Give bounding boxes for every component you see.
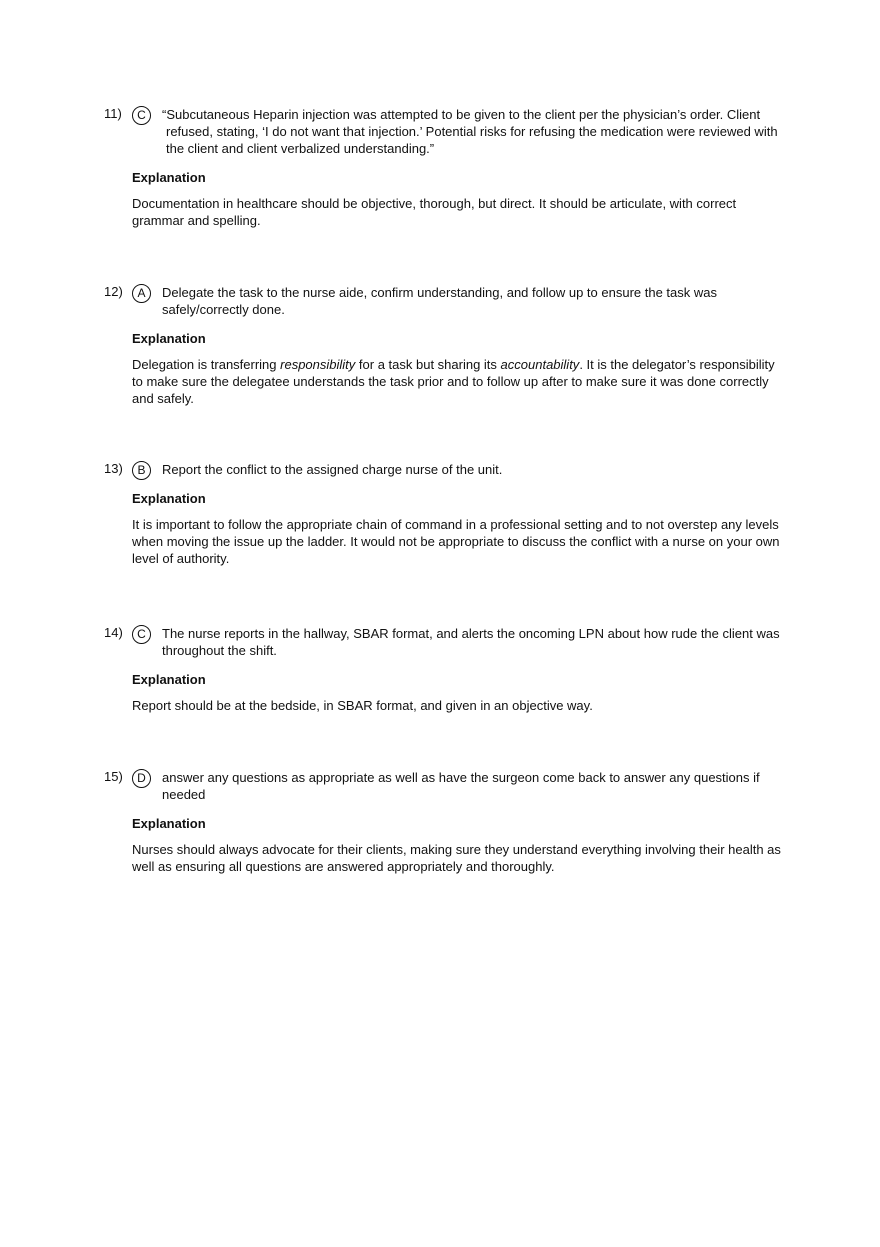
question-13 [104,460,784,567]
question-number: 11) [104,106,122,121]
answer-text: “Subcutaneous Heparin injection was attempted to be given to the client per the physician’s order. Client refused, stating, ‘I do not want that injection.’ Potential risks for refusing the medication were reviewed with the client and client verbalized understanding.” [162,107,778,156]
question-12 [104,283,784,407]
explanation-title: Explanation [132,672,206,687]
answer-letter-circle: C [132,106,151,125]
answer-letter-circle: D [132,769,151,788]
answer-text: The nurse reports in the hallway, SBAR format, and alerts the oncoming LPN about how rude the client was throughout the shift. [162,626,780,658]
explanation-part: for a task but sharing its [355,357,501,372]
explanation-emphasis: responsibility [280,357,356,372]
explanation-title: Explanation [132,170,206,185]
answer-letter-circle: A [132,284,151,303]
explanation-text [132,356,782,407]
explanation-emphasis: accountability [500,357,580,372]
explanation-title: Explanation [132,816,206,831]
explanation-part: Delegation is transferring [132,357,281,372]
answer-text: Delegate the task to the nurse aide, confirm understanding, and follow up to ensure the task was safely/correctly done. [162,285,718,317]
explanation-text: Report should be at the bedside, in SBAR format, and given in an objective way. [132,698,593,713]
answer-text: Report the conflict to the assigned charge nurse of the unit. [162,462,503,477]
explanation-text: It is important to follow the appropriate chain of command in a professional setting and to not overstep any levels when moving the issue up the ladder. It would not be appropriate to discuss the conflict with a nurse on your own level of authority. [132,517,780,566]
explanation-title: Explanation [132,491,206,506]
question-15 [104,768,784,875]
question-14 [104,624,784,714]
explanation-part: . It is the delegator’s responsibility to make sure the delegatee understands the task prior and to follow up after to make sure it was done correctly and safely. [132,357,775,406]
question-number: 14) [104,625,123,640]
answer-letter-circle: C [132,625,151,644]
explanation-text: Nurses should always advocate for their clients, making sure they understand everything involving their health as well as ensuring all questions are answered appropriately and thoroughly. [132,842,781,874]
question-number: 15) [104,769,123,784]
question-number: 13) [104,461,123,476]
explanation-title: Explanation [132,331,206,346]
answer-letter-circle: B [132,461,151,480]
question-number: 12) [104,284,123,299]
answer-text: answer any questions as appropriate as well as have the surgeon come back to answer any questions if needed [162,770,760,802]
explanation-text: Documentation in healthcare should be objective, thorough, but direct. It should be articulate, with correct grammar and spelling. [132,196,737,228]
question-11 [104,105,784,229]
